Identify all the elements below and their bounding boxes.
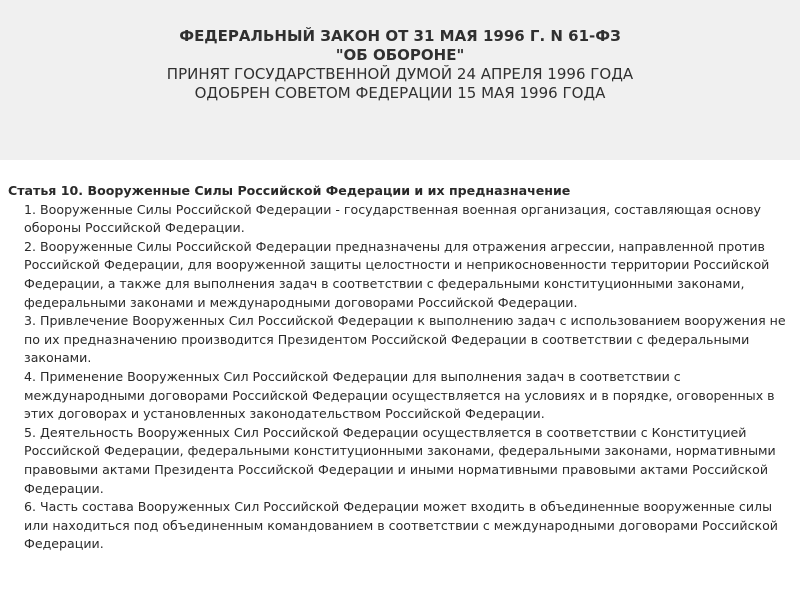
article-paragraph-1: 1. Вооруженные Силы Российской Федерации - государственная военная организация, составляющая основу обороны Российской Федерации.: [24, 201, 761, 236]
approval-note: ОДОБРЕН СОВЕТОМ ФЕДЕРАЦИИ 15 МАЯ 1996 ГОДА: [194, 84, 606, 102]
document-header: [0, 27, 800, 103]
article-paragraph-6: 6. Часть состава Вооруженных Сил Российской Федерации может входить в объединенные вооруженные силы или находиться под объединенным командованием в соответствии с международными договорами Российской Федерации.: [24, 499, 778, 552]
law-name: "ОБ ОБОРОНЕ": [335, 46, 465, 64]
article-paragraph-4: 4. Применение Вооруженных Сил Российской Федерации для выполнения задач в соответствии с международными договорами Российской Федерации осуществляется на условиях и в порядке, оговоренных в этих договорах и установленных законодательством Российской Федерации.: [24, 368, 775, 422]
adoption-note: ПРИНЯТ ГОСУДАРСТВЕННОЙ ДУМОЙ 24 АПРЕЛЯ 1996 ГОДА: [166, 65, 634, 83]
article-paragraph-3: 3. Привлечение Вооруженных Сил Российской Федерации к выполнению задач с использованием вооружения не по их предназначению производится Президентом Российской Федерации в соответствии с федеральными законами.: [24, 313, 786, 366]
law-title: ФЕДЕРАЛЬНЫЙ ЗАКОН ОТ 31 МАЯ 1996 Г. N 61-ФЗ: [179, 27, 621, 45]
article-paragraph-5: 5. Деятельность Вооруженных Сил Российской Федерации осуществляется в соответствии с Конституцией Российской Федерации, федеральными конституционными законами, федеральными законами, нормативными правовыми актами Президента Российской Федерации и иными нормативными правовыми актами Российской Федерации.: [24, 424, 776, 496]
article-title: Статья 10. Вооруженные Силы Российской Федерации и их предназначение: [8, 183, 571, 198]
article-body: [8, 182, 790, 554]
article-paragraph-2: 2. Вооруженные Силы Российской Федерации предназначены для отражения агрессии, направленной против Российской Федерации, для вооруженной защиты целостности и неприкосновенности территории Российской Федерации, а также для выполнения задач в соответствии с федеральными конституционными законами, федеральными законами и международными договорами Российской Федерации.: [24, 238, 770, 310]
